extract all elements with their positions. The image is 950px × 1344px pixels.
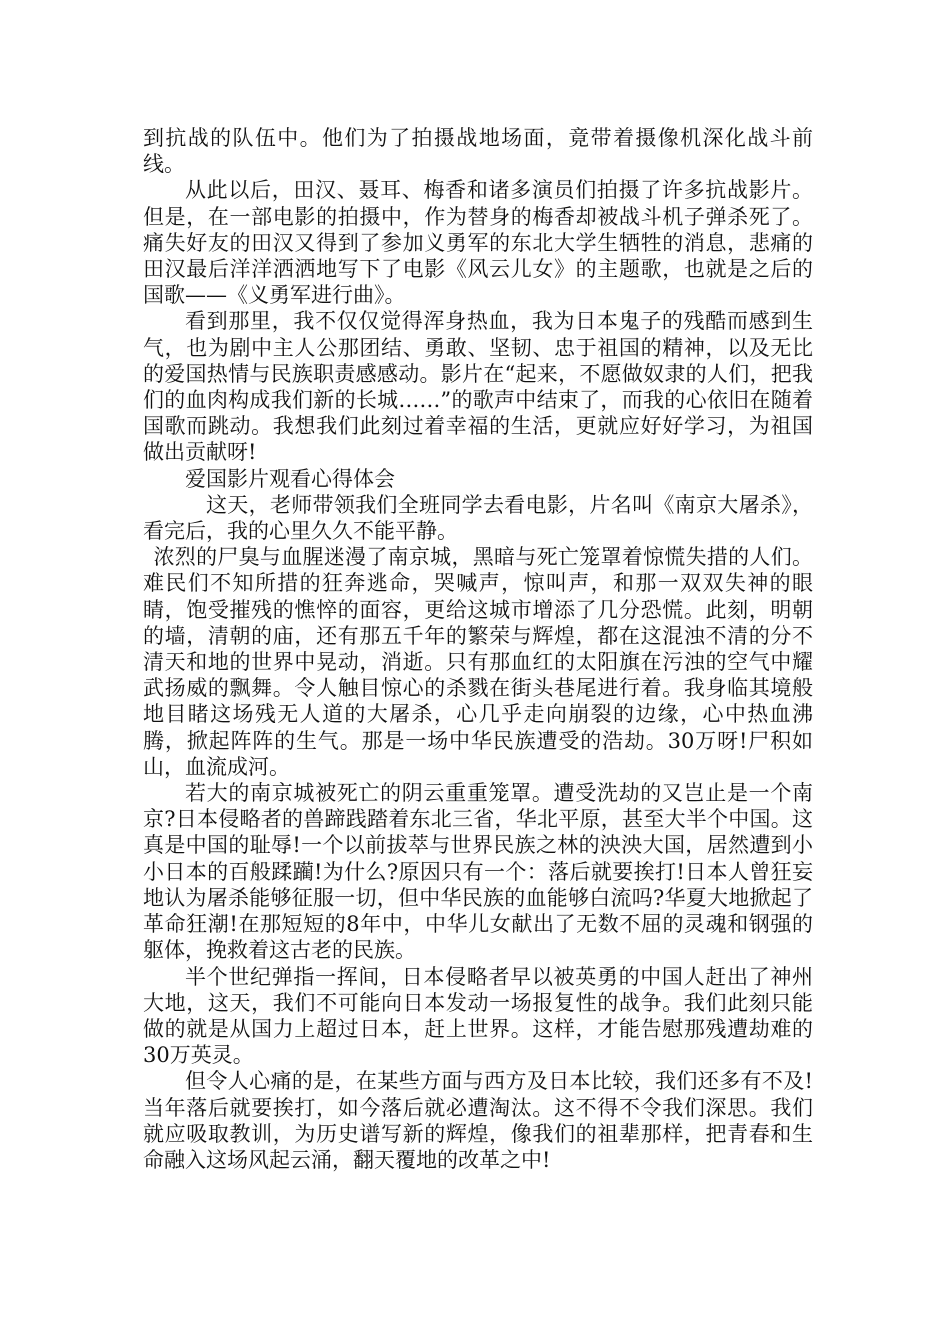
document-body (143, 125, 813, 1173)
paragraph: 若大的南京城被死亡的阴云重重笼罩。遭受洗劫的又岂止是一个南京?日本侵略者的兽蹄践踏着东北三省，华北平原，甚至大半个中国。这真是中国的耻辱!一个以前拔萃与世界民族之林的泱泱大国，居然遭到小小日本的百般蹂躏!为什么?原因只有一个：落后就要挨打!日本人曾狂妄地认为屠杀能够征服一切，但中华民族的血能够白流吗?华夏大地掀起了革命狂潮!在那短短的8年中，中华儿女献出了无数不屈的灵魂和钢强的躯体，挽救着这古老的民族。 (143, 781, 813, 963)
paragraph: 从此以后，田汉、聂耳、梅香和诸多演员们拍摄了许多抗战影片。但是，在一部电影的拍摄中，作为替身的梅香却被战斗机子弹杀死了。痛失好友的田汉又得到了参加义勇军的东北大学生牺牲的消息，悲痛的田汉最后洋洋洒洒地写下了电影《风云儿女》的主题歌，也就是之后的国歌——《义勇军进行曲》。 (143, 178, 813, 308)
paragraph: 浓烈的尸臭与血腥迷漫了南京城，黑暗与死亡笼罩着惊慌失措的人们。难民们不知所措的狂奔逃命，哭喊声，惊叫声，和那一双双失神的眼睛，饱受摧残的憔悴的面容，更给这城市增添了几分恐慌。此刻，明朝的墙，清朝的庙，还有那五千年的繁荣与辉煌，都在这混浊不清的分不清天和地的世界中晃动，消逝。只有那血红的太阳旗在污浊的空气中耀武扬威的飘舞。令人触目惊心的杀戮在街头巷尾进行着。我身临其境般地目睹这场残无人道的大屠杀，心几乎走向崩裂的边缘，心中热血沸腾，掀起阵阵的生气。那是一场中华民族遭受的浩劫。30万呀!尸积如山，血流成河。 (143, 545, 813, 779)
paragraph-continuation: 到抗战的队伍中。他们为了拍摄战地场面，竟带着摄像机深化战斗前线。 (143, 126, 813, 177)
paragraph: 看到那里，我不仅仅觉得浑身热血，我为日本鬼子的残酷而感到生气，也为剧中主人公那团结、勇敢、坚韧、忠于祖国的精神，以及无比的爱国热情与民族职责感感动。影片在“起来，不愿做奴隶的人们，把我们的血肉构成我们新的长城……”的歌声中结束了，而我的心依旧在随着国歌而跳动。我想我们此刻过着幸福的生活，更就应好好学习，为祖国做出贡献呀! (143, 309, 813, 465)
paragraph: 这天，老师带领我们全班同学去看电影，片名叫《南京大屠杀》，看完后，我的心里久久不能平静。 (143, 492, 813, 544)
paragraph: 半个世纪弹指一挥间，日本侵略者早以被英勇的中国人赶出了神州大地，这天，我们不可能向日本发动一场报复性的战争。我们此刻只能做的就是从国力上超过日本，赶上世界。这样，才能告慰那残遭劫难的30万英灵。 (143, 964, 813, 1068)
section-heading: 爱国影片观看心得体会 (185, 466, 395, 491)
paragraph: 但令人心痛的是，在某些方面与西方及日本比较，我们还多有不及!当年落后就要挨打，如今落后就必遭淘汰。这不得不令我们深思。我们就应吸取教训，为历史谱写新的辉煌，像我们的祖辈那样，把青春和生命融入这场风起云涌，翻天覆地的改革之中! (143, 1069, 813, 1172)
